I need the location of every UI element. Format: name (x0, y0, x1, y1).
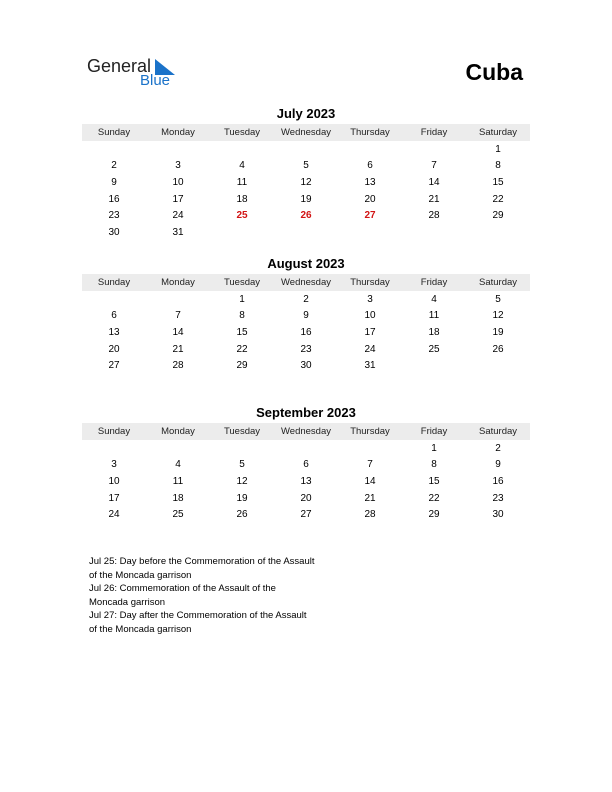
day-cell: 24 (172, 210, 184, 222)
holiday-day-cell: 26 (300, 210, 312, 222)
holiday-note-line: Jul 26: Commemoration of the Assault of the (89, 583, 276, 595)
day-cell: 2 (303, 293, 309, 305)
day-cell: 18 (236, 193, 248, 205)
day-cell: 3 (367, 293, 373, 305)
day-cell: 6 (367, 160, 373, 172)
weekday-label: Saturday (478, 127, 518, 138)
day-cell: 28 (364, 509, 376, 521)
day-cell: 10 (172, 176, 184, 188)
day-cell: 6 (111, 310, 117, 322)
day-cell: 9 (111, 176, 117, 188)
day-cell: 13 (364, 176, 376, 188)
day-cell: 29 (492, 210, 504, 222)
week-row (82, 158, 530, 175)
day-cell: 3 (175, 160, 181, 172)
day-cell: 31 (364, 360, 376, 372)
weekday-header-row (82, 423, 530, 440)
month-september (82, 405, 530, 523)
day-cell: 8 (431, 459, 437, 471)
day-cell: 1 (239, 293, 245, 305)
day-cell: 20 (300, 492, 312, 504)
day-cell: 23 (300, 343, 312, 355)
day-cell: 14 (364, 475, 376, 487)
day-cell: 8 (495, 160, 501, 172)
day-cell: 27 (300, 509, 312, 521)
day-cell: 13 (300, 475, 312, 487)
day-cell: 21 (172, 343, 184, 355)
week-row (82, 341, 530, 358)
day-cell: 30 (108, 226, 120, 238)
holiday-note-line: of the Moncada garrison (89, 623, 192, 635)
holiday-day-cell: 25 (236, 210, 248, 222)
day-cell: 30 (492, 509, 504, 521)
weekday-label: Monday (161, 277, 195, 288)
day-cell: 6 (303, 459, 309, 471)
week-row (82, 357, 530, 374)
holiday-note-line: Jul 27: Day after the Commemoration of the Assault (89, 610, 307, 622)
day-cell: 19 (300, 193, 312, 205)
weekday-label: Friday (420, 277, 448, 288)
week-row (82, 291, 530, 308)
weekday-label: Tuesday (223, 127, 261, 138)
week-row (82, 440, 530, 457)
day-cell: 20 (364, 193, 376, 205)
weekday-label: Saturday (478, 426, 518, 437)
day-cell: 5 (239, 459, 245, 471)
day-cell: 24 (108, 509, 120, 521)
day-cell: 14 (172, 326, 184, 338)
weekday-header-row (82, 274, 530, 291)
week-row (82, 473, 530, 490)
day-cell: 19 (236, 492, 248, 504)
day-cell: 29 (236, 360, 248, 372)
day-cell: 4 (175, 459, 181, 471)
weekday-label: Wednesday (281, 426, 331, 437)
day-cell: 18 (428, 326, 440, 338)
day-cell: 15 (428, 475, 440, 487)
day-cell: 13 (108, 326, 120, 338)
day-cell: 11 (172, 475, 184, 487)
day-cell: 25 (172, 509, 184, 521)
day-cell: 23 (492, 492, 504, 504)
day-cell: 10 (108, 475, 120, 487)
week-row (82, 207, 530, 224)
weekday-label: Thursday (350, 127, 390, 138)
week-row (82, 506, 530, 523)
weekday-label: Sunday (97, 426, 131, 437)
day-cell: 15 (236, 326, 248, 338)
week-row (82, 324, 530, 341)
day-cell: 28 (428, 210, 440, 222)
day-cell: 14 (428, 176, 440, 188)
day-cell: 24 (364, 343, 376, 355)
weekday-label: Friday (420, 426, 448, 437)
day-cell: 2 (111, 160, 117, 172)
weekday-label: Wednesday (281, 277, 331, 288)
logo-general-text: General (87, 56, 152, 76)
weekday-label: Friday (420, 127, 448, 138)
day-cell: 11 (428, 310, 440, 322)
day-cell: 21 (364, 492, 376, 504)
month-title: September 2023 (256, 405, 356, 420)
day-cell: 22 (428, 492, 440, 504)
weekday-label: Thursday (350, 277, 390, 288)
weekday-label: Sunday (97, 127, 131, 138)
day-cell: 22 (236, 343, 248, 355)
day-cell: 1 (495, 143, 501, 155)
country-title: Cuba (465, 59, 523, 85)
day-cell: 5 (495, 293, 501, 305)
month-august (82, 256, 530, 374)
week-row (82, 224, 530, 241)
day-cell: 30 (300, 360, 312, 372)
day-cell: 4 (431, 293, 437, 305)
day-cell: 26 (236, 509, 248, 521)
holiday-note-line: Jul 25: Day before the Commemoration of the Assault (89, 556, 315, 567)
day-cell: 9 (495, 459, 501, 471)
day-cell: 10 (364, 310, 376, 322)
day-cell: 21 (428, 193, 440, 205)
weekday-label: Thursday (350, 426, 390, 437)
day-cell: 15 (492, 176, 504, 188)
week-row (82, 308, 530, 325)
day-cell: 7 (175, 310, 181, 322)
day-cell: 11 (236, 176, 248, 188)
weekday-label: Saturday (478, 277, 518, 288)
holiday-note-line: Moncada garrison (89, 596, 166, 608)
week-row (82, 174, 530, 191)
day-cell: 29 (428, 509, 440, 521)
weekday-label: Monday (161, 426, 195, 437)
day-cell: 16 (492, 475, 504, 487)
day-cell: 12 (492, 310, 504, 322)
day-cell: 7 (431, 160, 437, 172)
generalblue-logo (87, 56, 197, 92)
weekday-header-row (82, 124, 530, 141)
day-cell: 4 (239, 160, 245, 172)
day-cell: 17 (172, 193, 184, 205)
week-row (82, 457, 530, 474)
day-cell: 31 (172, 226, 184, 238)
day-cell: 12 (300, 176, 312, 188)
day-cell: 26 (492, 343, 504, 355)
weekday-label: Wednesday (281, 127, 331, 138)
day-cell: 17 (108, 492, 120, 504)
day-cell: 5 (303, 160, 309, 172)
week-row (82, 141, 530, 158)
holiday-day-cell: 27 (364, 210, 376, 222)
day-cell: 16 (300, 326, 312, 338)
day-cell: 25 (428, 343, 440, 355)
day-cell: 2 (495, 442, 501, 454)
day-cell: 17 (364, 326, 376, 338)
day-cell: 12 (236, 475, 248, 487)
weekday-label: Monday (161, 127, 195, 138)
weekday-label: Tuesday (223, 426, 261, 437)
logo-blue-text: Blue (140, 72, 171, 89)
day-cell: 27 (108, 360, 120, 372)
month-title: July 2023 (276, 106, 336, 121)
day-cell: 18 (172, 492, 184, 504)
week-row (82, 191, 530, 208)
day-cell: 19 (492, 326, 504, 338)
day-cell: 20 (108, 343, 120, 355)
day-cell: 7 (367, 459, 373, 471)
day-cell: 28 (172, 360, 184, 372)
day-cell: 23 (108, 210, 120, 222)
month-july (82, 106, 530, 241)
day-cell: 1 (431, 442, 437, 454)
day-cell: 22 (492, 193, 504, 205)
holiday-note-line: of the Moncada garrison (89, 569, 192, 581)
day-cell: 8 (239, 310, 245, 322)
weekday-label: Sunday (97, 277, 131, 288)
day-cell: 3 (111, 459, 117, 471)
day-cell: 16 (108, 193, 120, 205)
month-title: August 2023 (267, 256, 345, 271)
day-cell: 9 (303, 310, 309, 322)
holiday-notes (89, 555, 349, 637)
weekday-label: Tuesday (223, 277, 261, 288)
week-row (82, 490, 530, 507)
